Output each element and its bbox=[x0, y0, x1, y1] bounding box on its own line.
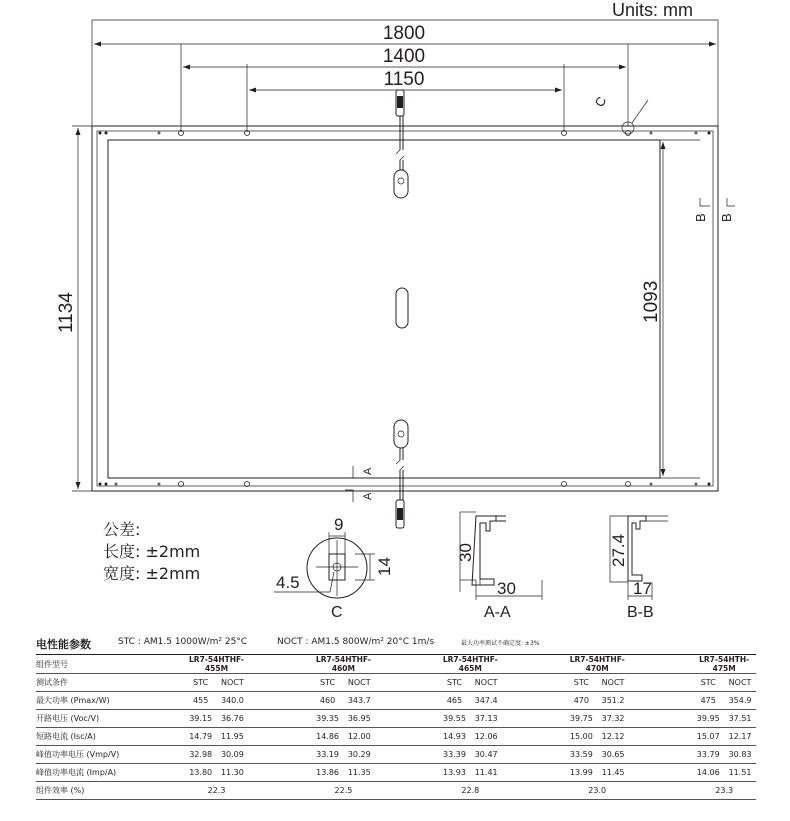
condition-label: 测试条件 bbox=[36, 674, 185, 692]
detail-c-dim-top: 9 bbox=[334, 515, 344, 534]
section-bb-height: 27.4 bbox=[609, 533, 628, 567]
stc-value: 39.35 bbox=[312, 710, 344, 728]
stc-value: 33.79 bbox=[692, 746, 724, 764]
noct-value: 30.47 bbox=[470, 746, 502, 764]
noct-value: 11.51 bbox=[724, 764, 756, 782]
model-name: LR7-54HTHF-460M bbox=[312, 655, 375, 674]
table-row bbox=[36, 710, 756, 728]
noct-value: 12.12 bbox=[597, 728, 629, 746]
dimension-1150-label: 1150 bbox=[383, 69, 425, 90]
model-name: LR7-54HTH-475M bbox=[692, 655, 756, 674]
tolerance-block bbox=[103, 519, 200, 585]
section-bb-label: B-B bbox=[627, 604, 654, 621]
stc-value: 39.95 bbox=[692, 710, 724, 728]
condition-cell: STC bbox=[565, 674, 597, 692]
module-frame bbox=[92, 126, 718, 491]
stc-value: 33.39 bbox=[439, 746, 471, 764]
table-row-efficiency bbox=[36, 782, 756, 800]
dimension-1800-label: 1800 bbox=[382, 23, 426, 44]
stc-value: 15.07 bbox=[692, 728, 724, 746]
noct-value: 11.35 bbox=[343, 764, 375, 782]
cable-connector-top bbox=[394, 90, 408, 198]
units-label: Units: mm bbox=[612, 0, 693, 20]
stc-value: 32.98 bbox=[185, 746, 217, 764]
dimension-1150 bbox=[247, 64, 564, 132]
model-label: 组件型号 bbox=[36, 655, 185, 674]
efficiency-cell: 22.5 bbox=[312, 782, 375, 800]
noct-value: 12.06 bbox=[470, 728, 502, 746]
row-label: 峰值功率电压 (Vmp/V) bbox=[36, 746, 185, 764]
stc-value: 13.93 bbox=[439, 764, 471, 782]
detail-c-dim-left: 4.5 bbox=[276, 573, 300, 592]
stc-value: 13.80 bbox=[185, 764, 217, 782]
table-row bbox=[36, 746, 756, 764]
condition-cell: NOCT bbox=[724, 674, 756, 692]
row-label: 开路电压 (Voc/V) bbox=[36, 710, 185, 728]
noct-value: 30.09 bbox=[217, 746, 249, 764]
section-mark-b bbox=[693, 198, 735, 222]
section-mark-a bbox=[345, 466, 374, 502]
stc-value: 455 bbox=[185, 692, 217, 710]
params-stc: STC : AM1.5 1000W/m² 25°C bbox=[118, 637, 248, 647]
section-mark-a-bottom: A bbox=[362, 492, 374, 500]
params-table bbox=[36, 654, 756, 800]
condition-cell: STC bbox=[439, 674, 471, 692]
tolerance-title: 公差: bbox=[103, 520, 141, 539]
condition-cell: NOCT bbox=[343, 674, 375, 692]
stc-value: 39.55 bbox=[439, 710, 471, 728]
efficiency-label: 组件效率 (%) bbox=[36, 782, 185, 800]
stc-value: 14.06 bbox=[692, 764, 724, 782]
noct-value: 30.83 bbox=[724, 746, 756, 764]
dimension-1134 bbox=[56, 126, 92, 491]
noct-value: 37.13 bbox=[470, 710, 502, 728]
section-mark-b-left: B bbox=[693, 213, 708, 222]
noct-value: 11.30 bbox=[217, 764, 249, 782]
detail-c-label: C bbox=[331, 604, 343, 621]
detail-callout-c-label: C bbox=[591, 93, 610, 110]
detail-c-dim-right: 14 bbox=[375, 557, 394, 576]
row-label: 最大功率 (Pmax/W) bbox=[36, 692, 185, 710]
condition-cell: STC bbox=[185, 674, 217, 692]
table-row-model bbox=[36, 655, 756, 674]
dimension-1400-label: 1400 bbox=[382, 46, 426, 67]
model-name: LR7-54HTHF-455M bbox=[185, 655, 248, 674]
corner-marks bbox=[99, 132, 711, 486]
tolerance-length: 长度: ±2mm bbox=[103, 542, 201, 561]
efficiency-cell: 23.0 bbox=[565, 782, 628, 800]
section-bb-width: 17 bbox=[633, 579, 652, 598]
dimension-1134-label: 1134 bbox=[56, 292, 77, 333]
condition-cell: NOCT bbox=[597, 674, 629, 692]
section-mark-b-right: B bbox=[719, 213, 734, 222]
stc-value: 33.59 bbox=[565, 746, 597, 764]
table-row bbox=[36, 728, 756, 746]
section-aa-drawing bbox=[456, 512, 542, 621]
noct-value: 37.32 bbox=[597, 710, 629, 728]
stc-value: 465 bbox=[439, 692, 471, 710]
section-aa-height: 30 bbox=[456, 543, 475, 562]
noct-value: 11.45 bbox=[597, 764, 629, 782]
noct-value: 11.95 bbox=[217, 728, 249, 746]
noct-value: 12.00 bbox=[343, 728, 375, 746]
junction-box-center bbox=[396, 288, 408, 328]
params-note: 最大功率测试不确定度: ±3% bbox=[461, 640, 540, 647]
section-aa-width: 30 bbox=[497, 579, 516, 598]
stc-value: 13.99 bbox=[565, 764, 597, 782]
stc-value: 14.93 bbox=[439, 728, 471, 746]
efficiency-cell: 22.3 bbox=[185, 782, 248, 800]
stc-value: 475 bbox=[692, 692, 724, 710]
noct-value: 36.76 bbox=[217, 710, 249, 728]
stc-value: 33.19 bbox=[312, 746, 344, 764]
efficiency-cell: 23.3 bbox=[692, 782, 756, 800]
condition-cell: STC bbox=[312, 674, 344, 692]
section-aa-label: A-A bbox=[484, 604, 511, 621]
table-row-condition bbox=[36, 674, 756, 692]
noct-value: 343.7 bbox=[343, 692, 375, 710]
stc-value: 14.79 bbox=[185, 728, 217, 746]
params-header bbox=[36, 636, 756, 652]
noct-value: 351.2 bbox=[597, 692, 629, 710]
efficiency-cell: 22.8 bbox=[439, 782, 502, 800]
table-row bbox=[36, 692, 756, 710]
stc-value: 39.75 bbox=[565, 710, 597, 728]
stc-value: 460 bbox=[312, 692, 344, 710]
table-data-rows bbox=[36, 692, 756, 782]
row-label: 短路电流 (Isc/A) bbox=[36, 728, 185, 746]
noct-value: 37.51 bbox=[724, 710, 756, 728]
model-name: LR7-54HTHF-470M bbox=[565, 655, 628, 674]
condition-cell: NOCT bbox=[470, 674, 502, 692]
dimension-1093-label: 1093 bbox=[641, 280, 662, 323]
noct-value: 347.4 bbox=[470, 692, 502, 710]
row-label: 峰值功率电流 (Imp/A) bbox=[36, 764, 185, 782]
noct-value: 11.41 bbox=[470, 764, 502, 782]
tolerance-width: 宽度: ±2mm bbox=[103, 564, 201, 583]
stc-value: 15.00 bbox=[565, 728, 597, 746]
stc-value: 470 bbox=[565, 692, 597, 710]
model-name: LR7-54HTHF-465M bbox=[439, 655, 502, 674]
table-row bbox=[36, 764, 756, 782]
noct-value: 30.65 bbox=[597, 746, 629, 764]
detail-callout-c bbox=[592, 94, 648, 134]
noct-value: 354.9 bbox=[724, 692, 756, 710]
stc-value: 13.86 bbox=[312, 764, 344, 782]
noct-value: 12.17 bbox=[724, 728, 756, 746]
section-bb-drawing bbox=[609, 516, 668, 621]
condition-cell: STC bbox=[692, 674, 724, 692]
dimension-1093 bbox=[641, 140, 700, 478]
params-title: 电性能参数 bbox=[36, 638, 91, 651]
stc-value: 39.15 bbox=[185, 710, 217, 728]
noct-value: 30.29 bbox=[343, 746, 375, 764]
noct-value: 340.0 bbox=[217, 692, 249, 710]
noct-value: 36.95 bbox=[343, 710, 375, 728]
cable-connector-bottom bbox=[394, 420, 408, 528]
stc-value: 14.86 bbox=[312, 728, 344, 746]
params-noct: NOCT : AM1.5 800W/m² 20°C 1m/s bbox=[277, 637, 435, 647]
section-mark-a-top: A bbox=[362, 467, 374, 475]
detail-c-drawing bbox=[274, 515, 394, 621]
condition-cell: NOCT bbox=[217, 674, 249, 692]
